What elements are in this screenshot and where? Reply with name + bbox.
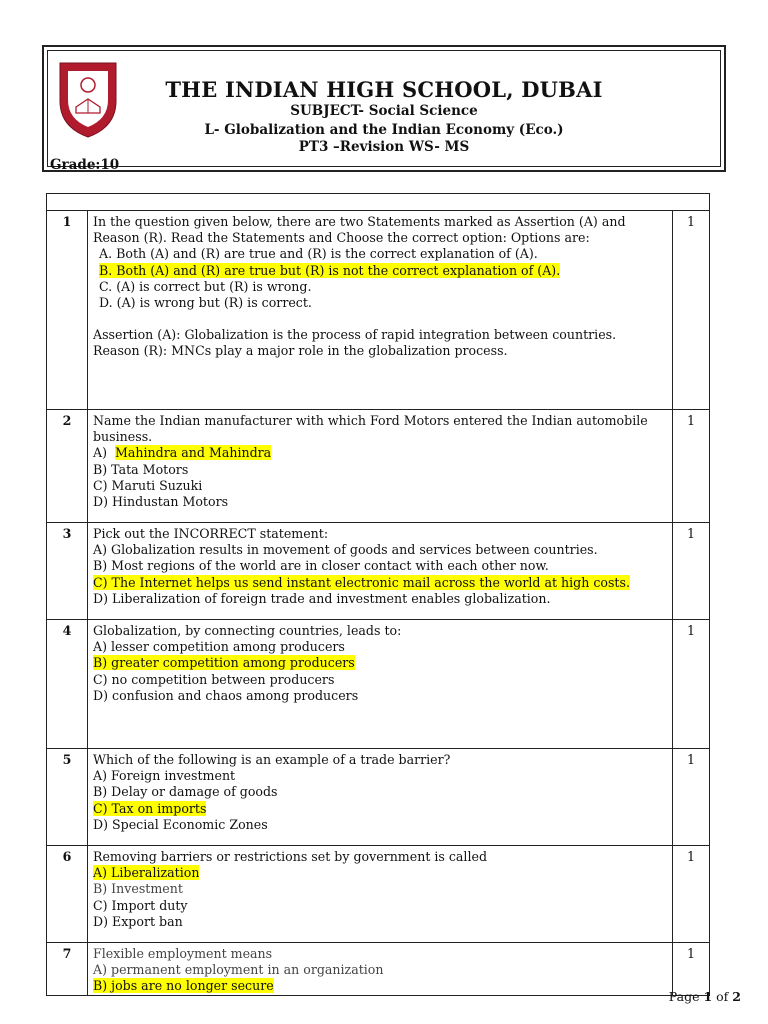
- question-body: [88, 410, 673, 523]
- table-header-row: [47, 194, 710, 211]
- test-line: PT3 –Revision WS- MS: [298, 139, 470, 155]
- option: A) Globalization results in movement of goods and services between countries.: [93, 542, 598, 558]
- question-text: Reason (R). Read the Statements and Choose the correct option: Options are:: [93, 230, 590, 246]
- question-row: [47, 523, 710, 620]
- option: B) Tata Motors: [93, 461, 189, 477]
- marks: 1: [673, 846, 710, 943]
- question-text: Removing barriers or restrictions set by government is called: [93, 849, 488, 864]
- question-number: 5: [47, 749, 88, 846]
- grade-label: Grade:10: [50, 157, 120, 173]
- question-body: [88, 943, 673, 996]
- subject-line: SUBJECT- Social Science: [290, 103, 478, 119]
- question-text: Pick out the INCORRECT statement:: [93, 526, 329, 541]
- option: C) Import duty: [93, 897, 188, 913]
- option: C) Maruti Suzuki: [93, 477, 203, 493]
- option: A) Foreign investment: [93, 768, 236, 784]
- marks: 1: [673, 410, 710, 523]
- question-row: [47, 749, 710, 846]
- question-number: 6: [47, 846, 88, 943]
- option: B) Most regions of the world are in closer contact with each other now.: [93, 558, 549, 574]
- marks: 1: [673, 620, 710, 749]
- option: D) Export ban: [93, 913, 183, 929]
- answer-option: C) The Internet helps us send instant electronic mail across the world at high costs.: [93, 574, 630, 590]
- question-body: [88, 846, 673, 943]
- assertion-text: Assertion (A): Globalization is the process of rapid integration between countries.: [93, 327, 617, 343]
- option: A) permanent employment in an organization: [93, 962, 384, 978]
- question-row: [47, 620, 710, 749]
- marks: 1: [673, 523, 710, 620]
- option: D. (A) is wrong but (R) is correct.: [99, 295, 312, 311]
- page-total: 2: [732, 989, 741, 1004]
- option: D) Liberalization of foreign trade and investment enables globalization.: [93, 590, 551, 606]
- answer-option: B) greater competition among producers: [93, 655, 355, 671]
- question-text: Which of the following is an example of a trade barrier?: [93, 752, 451, 767]
- question-row: [47, 211, 710, 410]
- question-text: Name the Indian manufacturer with which Ford Motors entered the Indian automobile: [93, 413, 648, 428]
- lesson-line: L- Globalization and the Indian Economy (Eco.): [204, 122, 564, 138]
- question-number: 7: [47, 943, 88, 996]
- question-text: business.: [93, 429, 153, 445]
- questions-table: [46, 193, 710, 996]
- marks: 1: [673, 749, 710, 846]
- question-body: [88, 211, 673, 410]
- question-body: [88, 749, 673, 846]
- option: C) no competition between producers: [93, 671, 335, 687]
- page-number: 1: [703, 989, 713, 1004]
- question-number: 4: [47, 620, 88, 749]
- question-row: [47, 846, 710, 943]
- page-word: Page: [668, 989, 704, 1004]
- option-letter: A): [93, 445, 116, 461]
- question-row: [47, 410, 710, 523]
- option: A) lesser competition among producers: [93, 639, 345, 655]
- option: D) Special Economic Zones: [93, 816, 268, 832]
- option: D) Hindustan Motors: [93, 494, 229, 510]
- of-word: of: [712, 989, 733, 1004]
- school-name: THE INDIAN HIGH SCHOOL, DUBAI: [165, 77, 603, 102]
- option: A. Both (A) and (R) are true and (R) is the correct explanation of (A).: [99, 246, 538, 262]
- reason-text: Reason (R): MNCs play a major role in the globalization process.: [93, 343, 508, 359]
- answer-option: C) Tax on imports: [93, 800, 207, 816]
- question-body: [88, 620, 673, 749]
- question-number: 2: [47, 410, 88, 523]
- question-text: In the question given below, there are two Statements marked as Assertion (A) and: [93, 214, 626, 229]
- option: D) confusion and chaos among producers: [93, 687, 359, 703]
- question-row: [47, 943, 710, 996]
- header-box: [42, 45, 726, 172]
- answer-option: Mahindra and Mahindra: [115, 445, 272, 461]
- page-footer: [669, 989, 741, 1004]
- question-body: [88, 523, 673, 620]
- question-number: 3: [47, 523, 88, 620]
- question-text: Globalization, by connecting countries, leads to:: [93, 623, 402, 638]
- option: C. (A) is correct but (R) is wrong.: [99, 278, 312, 294]
- question-text: Flexible employment means: [93, 946, 273, 961]
- answer-option: B) jobs are no longer secure: [93, 978, 274, 994]
- answer-option: A) Liberalization: [93, 865, 200, 881]
- question-number: 1: [47, 211, 88, 410]
- option: B) Investment: [93, 881, 183, 897]
- answer-option: B. Both (A) and (R) are true but (R) is not the correct explanation of (A).: [99, 262, 561, 278]
- marks: 1: [673, 211, 710, 410]
- option: B) Delay or damage of goods: [93, 784, 278, 800]
- marks: 1: [673, 943, 710, 996]
